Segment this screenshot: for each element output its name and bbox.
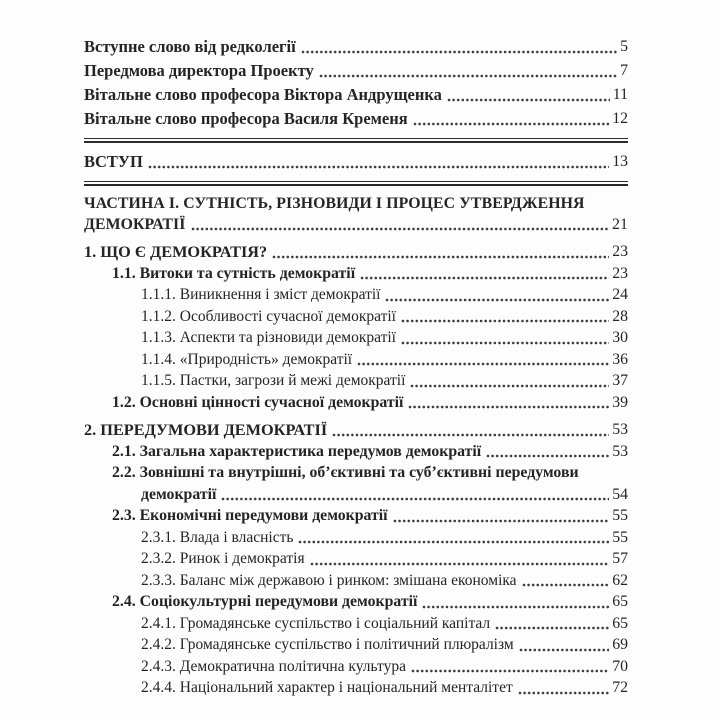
toc-entry-label: ЧАСТИНА І. СУТНІСТЬ, РІЗНОВИДИ І ПРОЦЕС УТВЕРДЖЕННЯ: [84, 195, 585, 212]
toc-entry: [84, 419, 628, 441]
page-number: 30: [612, 329, 628, 346]
toc-entry-label: 1.1.5. Пастки, загрози й межі демократії: [141, 372, 406, 389]
toc-entry: [84, 548, 628, 570]
toc-entry: [84, 392, 628, 414]
toc-entry-label: 2.4.2. Громадянське суспільство і політичний плюралізм: [141, 636, 514, 653]
page-number: 11: [612, 86, 628, 103]
page-number: 21: [612, 215, 628, 233]
table-of-contents: [84, 35, 628, 699]
toc-entry-label: 1.1. Витоки та сутність демократії: [112, 264, 356, 282]
toc-entry-label: демократії: [141, 485, 217, 503]
toc-entry-label: ДЕМОКРАТІЇ: [84, 215, 186, 233]
page-number: 72: [612, 679, 628, 696]
toc-entry-label: 2.4. Соціокультурні передумови демократії: [112, 593, 418, 610]
page-number: 65: [612, 614, 628, 632]
dot-leader: [310, 562, 610, 566]
toc-entry-label: 1. ЩО Є ДЕМОКРАТІЯ?: [84, 242, 268, 261]
toc-entry-label: Передмова директора Проекту: [84, 61, 314, 80]
toc-entry-label: 1.2. Основні цінності сучасної демократії: [112, 393, 404, 411]
dot-leader: [148, 165, 609, 169]
toc-entry: [84, 327, 628, 349]
dot-leader: [191, 227, 609, 231]
toc-entry-label: 2.3. Економічні передумови демократії: [112, 507, 388, 524]
page-number: 55: [612, 528, 628, 546]
page-number: 36: [612, 350, 628, 368]
section-divider-rule: [84, 138, 628, 143]
toc-entry-label: 2.4.4. Національний характер і національний менталітет: [141, 679, 513, 696]
dot-leader: [301, 50, 617, 54]
toc-entry: [84, 613, 628, 635]
dot-leader: [401, 319, 609, 323]
section-divider-rule: [84, 181, 628, 186]
dot-leader: [519, 648, 610, 652]
toc-entry: [84, 215, 628, 236]
toc-entry: [84, 441, 628, 463]
toc-entry-label: 1.1.4. «Природність» демократії: [141, 350, 353, 368]
page-number: 53: [612, 442, 628, 460]
toc-entry: [84, 306, 628, 328]
page-number: 24: [612, 286, 628, 303]
dot-leader: [221, 497, 609, 501]
dot-leader: [413, 122, 610, 126]
toc-entry-label: 2.2. Зовнішні та внутрішні, об’єктивні та суб’єктивні передумови: [112, 464, 579, 481]
page-number: 54: [612, 485, 628, 503]
toc-entry-label: 2.3.3. Баланс між державою і ринком: змішана економіка: [141, 571, 517, 589]
toc-entry: [84, 83, 628, 106]
page-number: 23: [612, 243, 628, 260]
page-number: 70: [612, 657, 628, 675]
dot-leader: [385, 298, 609, 302]
toc-entry: [84, 151, 628, 173]
dot-leader: [298, 540, 609, 544]
toc-entry-label: Вступне слово від редколегії: [84, 37, 296, 56]
toc-entry-label: 2.1. Загальна характеристика передумов демократії: [112, 442, 482, 460]
page-number: 39: [612, 393, 628, 411]
dot-leader: [401, 341, 609, 345]
page-number: 53: [612, 421, 628, 438]
toc-entry-label: 2. ПЕРЕДУМОВИ ДЕМОКРАТІЇ: [84, 420, 328, 439]
page-number: 69: [612, 636, 628, 653]
page-number: 57: [612, 550, 628, 567]
page-number: 5: [620, 38, 628, 55]
page-number: 13: [612, 153, 628, 170]
dot-leader: [272, 255, 609, 259]
toc-entry-label: 1.1.2. Особливості сучасної демократії: [141, 307, 396, 325]
toc-entry-label: 2.3.2. Ринок і демократія: [141, 550, 305, 567]
toc-entry: [84, 527, 628, 549]
toc-entry: [84, 677, 628, 699]
dot-leader: [486, 454, 609, 458]
dot-leader: [393, 519, 610, 523]
toc-entry-label: 2.4.1. Громадянське суспільство і соціальний капітал: [141, 614, 491, 632]
dot-leader: [410, 384, 609, 388]
dot-leader: [411, 669, 609, 673]
toc-entry: [84, 194, 628, 215]
dot-leader: [332, 433, 609, 437]
toc-entry: [84, 462, 628, 484]
toc-entry: [84, 263, 628, 285]
toc-entry-label: 1.1.3. Аспекти та різновиди демократії: [141, 329, 396, 346]
toc-entry: [84, 505, 628, 527]
toc-entry-label: Вітальне слово професора Віктора Андрущенка: [84, 85, 442, 104]
dot-leader: [522, 583, 610, 587]
toc-entry-label: 1.1.1. Виникнення і зміст демократії: [141, 286, 381, 303]
toc-entry: [84, 35, 628, 58]
page-number: 65: [612, 593, 628, 610]
toc-entry: [84, 241, 628, 263]
toc-entry-label: 2.3.1. Влада і власність: [141, 528, 294, 546]
page-number: 62: [612, 571, 628, 589]
dot-leader: [422, 605, 609, 609]
toc-entry: [84, 484, 628, 506]
page-number: 23: [612, 264, 628, 282]
toc-entry-label: Вітальне слово професора Василя Кременя: [84, 109, 408, 128]
dot-leader: [360, 276, 609, 280]
toc-entry: [84, 107, 628, 130]
toc-entry-label: 2.4.3. Демократична політична культура: [141, 657, 406, 675]
page-number: 37: [612, 372, 628, 389]
dot-leader: [319, 74, 617, 78]
toc-entry: [84, 370, 628, 392]
dot-leader: [447, 98, 610, 102]
toc-entry: [84, 591, 628, 613]
toc-entry: [84, 59, 628, 82]
page-number: 7: [620, 62, 628, 79]
toc-entry: [84, 570, 628, 592]
toc-entry-label: ВСТУП: [84, 152, 143, 171]
toc-entry: [84, 634, 628, 656]
page-number: 12: [612, 110, 628, 127]
toc-entry: [84, 349, 628, 371]
dot-leader: [357, 362, 609, 366]
toc-entry: [84, 656, 628, 678]
page-number: 55: [612, 507, 628, 524]
dot-leader: [518, 691, 609, 695]
dot-leader: [408, 405, 609, 409]
dot-leader: [495, 626, 609, 630]
toc-entry: [84, 284, 628, 306]
page-number: 28: [612, 307, 628, 325]
